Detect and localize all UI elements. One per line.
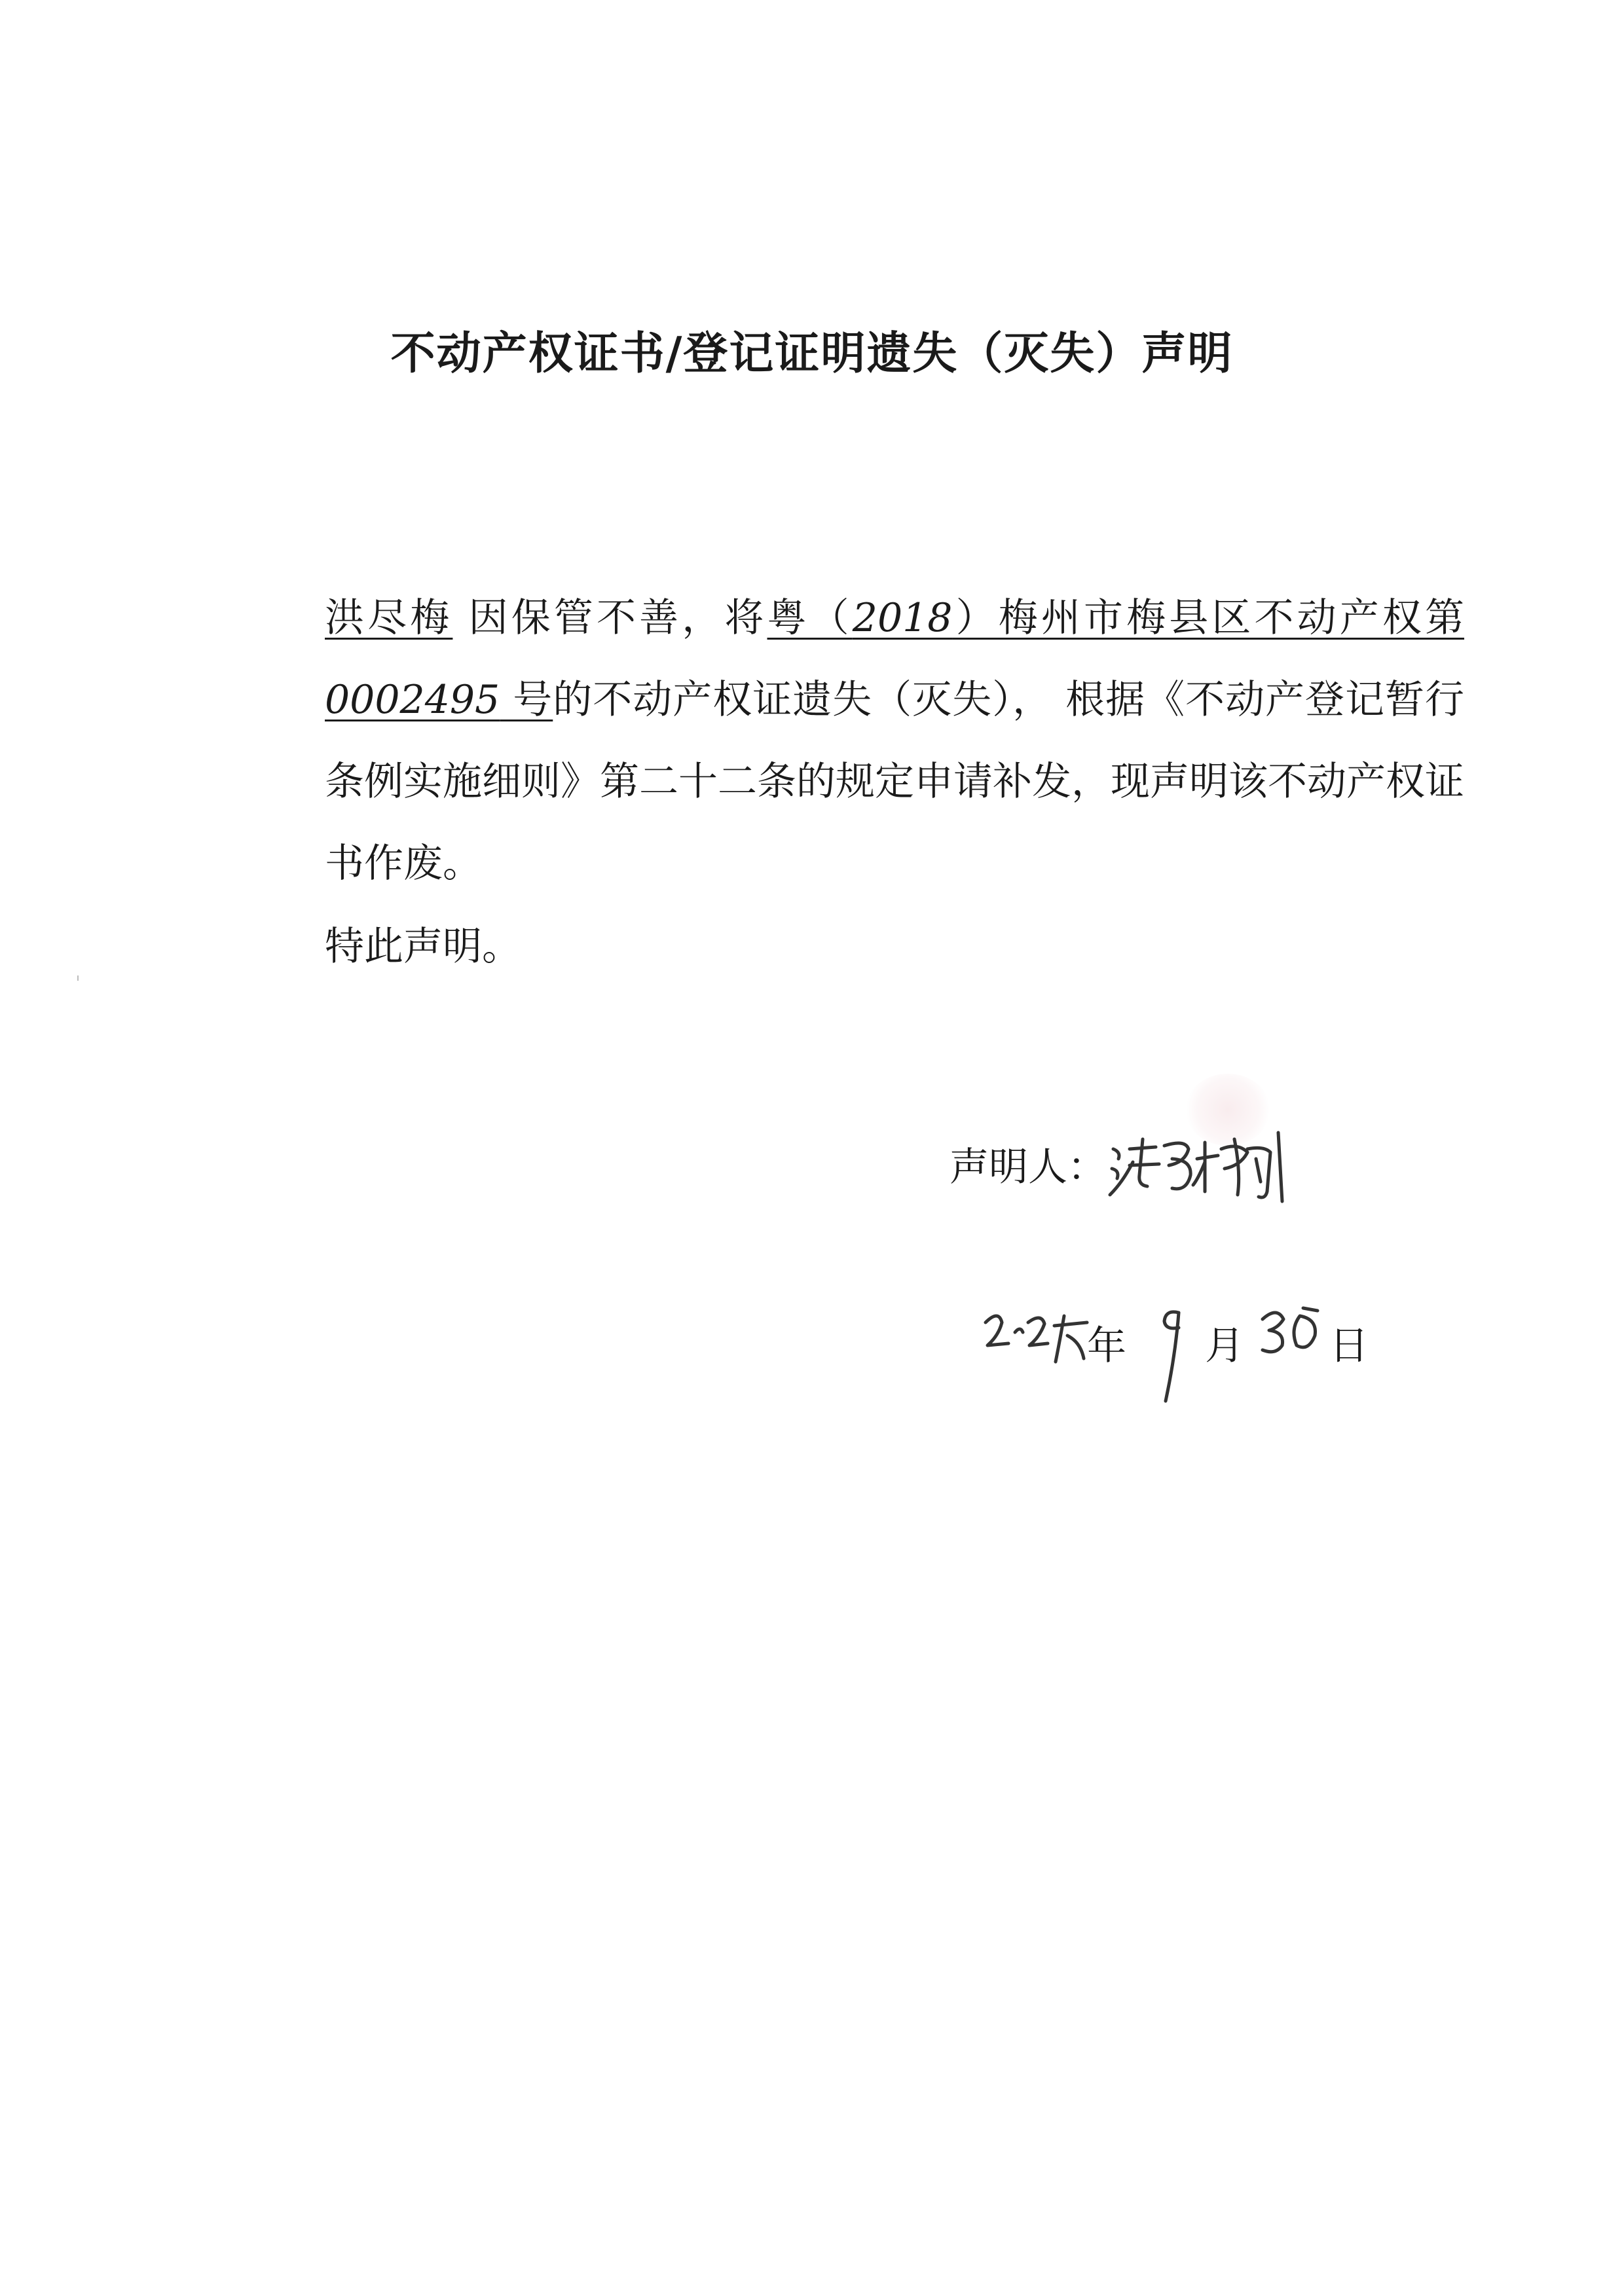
day-unit: 日 [1329, 1323, 1369, 1369]
handwritten-year [982, 1296, 1094, 1368]
month-unit: 月 [1205, 1323, 1244, 1369]
cert-prefix: 粤（ [767, 595, 853, 641]
cert-suffix: 号 [500, 677, 553, 723]
cert-year: 2018 [852, 595, 953, 641]
body-text-1: 因保管不善，将 [452, 595, 767, 641]
declarant-name: 洪尽梅 [325, 595, 453, 641]
handwritten-signature [1107, 1113, 1303, 1211]
signing-date [982, 1283, 1388, 1453]
page-title: 不动产权证书/登记证明遗失（灭失）声明 [390, 327, 1234, 380]
scan-speck [77, 975, 79, 981]
closing-statement: 特此声明。 [325, 924, 521, 970]
declaration-body [242, 577, 1464, 905]
year-unit: 年 [1087, 1323, 1126, 1369]
declarant-label: 声明人： [950, 1144, 1107, 1190]
cert-mid: ）梅州市梅县区不动产权第 [952, 595, 1465, 641]
cert-number: 0002495 [325, 677, 500, 723]
handwritten-day [1257, 1303, 1329, 1362]
body-text-2: 的不动产权证遗失（灭失）， 根据《不动产登记暂行条例实施细则》第二十二条的规定申请补发，现声明该不动产权证书作废。 [325, 677, 1464, 886]
handwritten-month [1146, 1283, 1205, 1408]
